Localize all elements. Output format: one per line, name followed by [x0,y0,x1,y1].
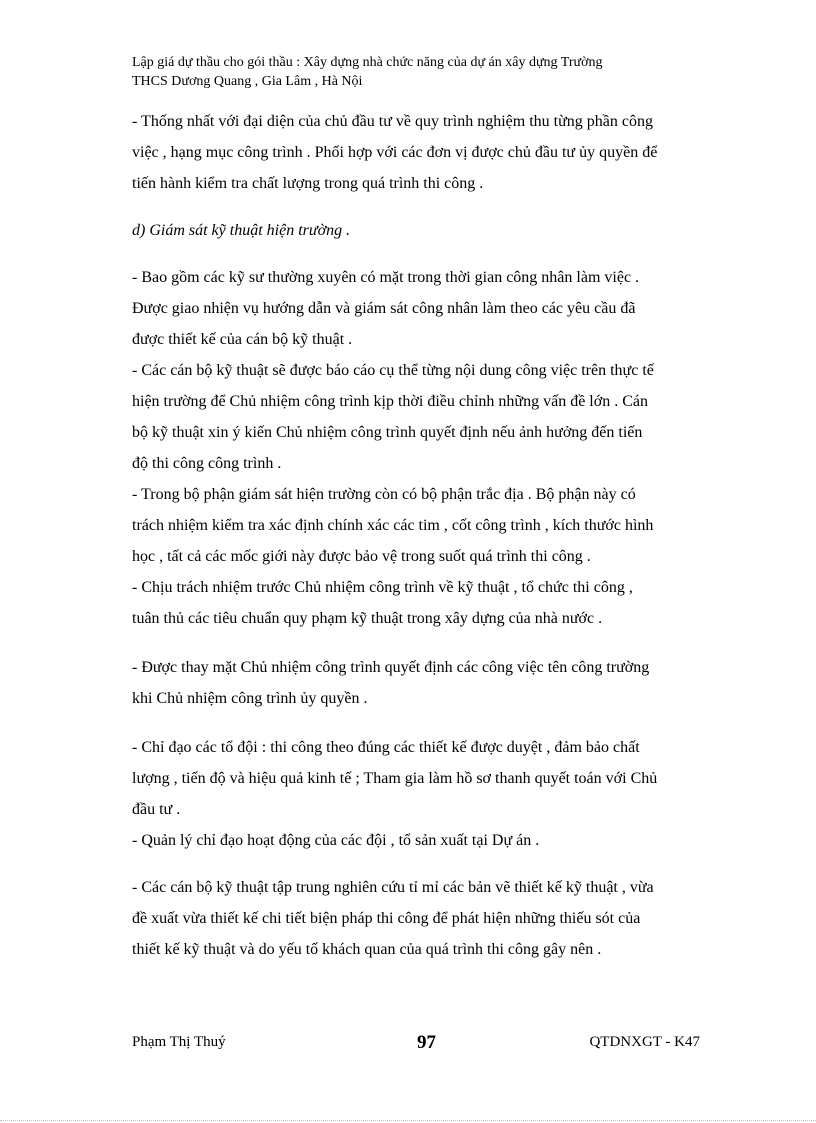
page-footer [132,1030,700,1058]
paragraph [132,825,712,856]
page-bottom-divider [0,1120,816,1121]
paragraph [132,872,712,965]
paragraph [132,262,712,355]
text-line: Được giao nhiện vụ hướng dẫn và giám sát công nhân làm theo các yêu cầu đã [132,300,636,317]
text-line: - Chỉ đạo các tổ đội : thi công theo đúng các thiết kế được duyệt , đảm bảo chất [132,739,640,756]
text-line: độ thi công công trình . [132,455,282,472]
text-line: việc , hạng mục công trình . Phối hợp với các đơn vị được chủ đầu tư ủy quyền để [132,144,658,161]
text-line: hiện trường để Chủ nhiệm công trình kịp thời điều chỉnh những vấn đề lớn . Cán [132,393,648,410]
paragraph [132,572,712,634]
section-heading: d) Giám sát kỹ thuật hiện trường . [132,222,351,239]
header-line: Lập giá dự thầu cho gói thầu : Xây dựng nhà chức năng của dự án xây dựng Trường [132,55,603,70]
footer-code: QTDNXGT - K47 [589,1034,700,1050]
paragraph [132,652,712,714]
text-line: đầu tư . [132,801,181,818]
text-line: - Được thay mặt Chủ nhiệm công trình quyết định các công việc tên công trường [132,659,650,676]
text-line: - Thống nhất với đại diện của chủ đầu tư về quy trình nghiệm thu từng phần công [132,113,653,130]
paragraph [132,106,712,199]
body-text [132,106,712,965]
text-line: đề xuất vừa thiết kế chi tiết biện pháp thi công để phát hiện những thiếu sót của [132,910,641,927]
text-line: thiết kế kỹ thuật và do yếu tố khách quan của quá trình thi công gây nên . [132,941,602,958]
page-header [132,53,692,91]
text-line: - Bao gồm các kỹ sư thường xuyên có mặt trong thời gian công nhân làm việc . [132,269,640,286]
paragraph [132,355,712,479]
text-line: tiến hành kiểm tra chất lượng trong quá trình thi công . [132,175,484,192]
footer-author: Phạm Thị Thuý [132,1034,226,1050]
text-line: - Chịu trách nhiệm trước Chủ nhiệm công trình về kỹ thuật , tổ chức thi công , [132,579,633,596]
text-line: bộ kỹ thuật xin ý kiến Chủ nhiệm công trình quyết định nếu ảnh hưởng đến tiến [132,424,643,441]
paragraph [132,732,712,825]
text-line: - Các cán bộ kỹ thuật tập trung nghiên cứu tỉ mỉ các bản vẽ thiết kế kỹ thuật , vừa [132,879,654,896]
header-line: THCS Dương Quang , Gia Lâm , Hà Nội [132,74,363,89]
text-line: khi Chủ nhiệm công trình ủy quyền . [132,690,368,707]
text-line: - Các cán bộ kỹ thuật sẽ được báo cáo cụ thể từng nội dung công việc trên thực tế [132,362,654,379]
text-line: được thiết kế của cán bộ kỹ thuật . [132,331,353,348]
text-line: trách nhiệm kiểm tra xác định chính xác các tim , cốt công trình , kích thước hình [132,517,654,534]
text-line: - Quản lý chỉ đạo hoạt động của các đội , tổ sản xuất tại Dự án . [132,832,540,849]
page-number: 97 [417,1032,436,1053]
text-line: học , tất cả các mốc giới này được bảo vệ trong suốt quá trình thi công . [132,548,591,565]
text-line: tuân thủ các tiêu chuẩn quy phạm kỹ thuật trong xây dựng của nhà nước . [132,610,603,627]
text-line: - Trong bộ phận giám sát hiện trường còn có bộ phận trắc địa . Bộ phận này có [132,486,636,503]
paragraph [132,479,712,572]
text-line: lượng , tiến độ và hiệu quả kinh tế ; Tham gia làm hồ sơ thanh quyết toán với Chủ [132,770,658,787]
